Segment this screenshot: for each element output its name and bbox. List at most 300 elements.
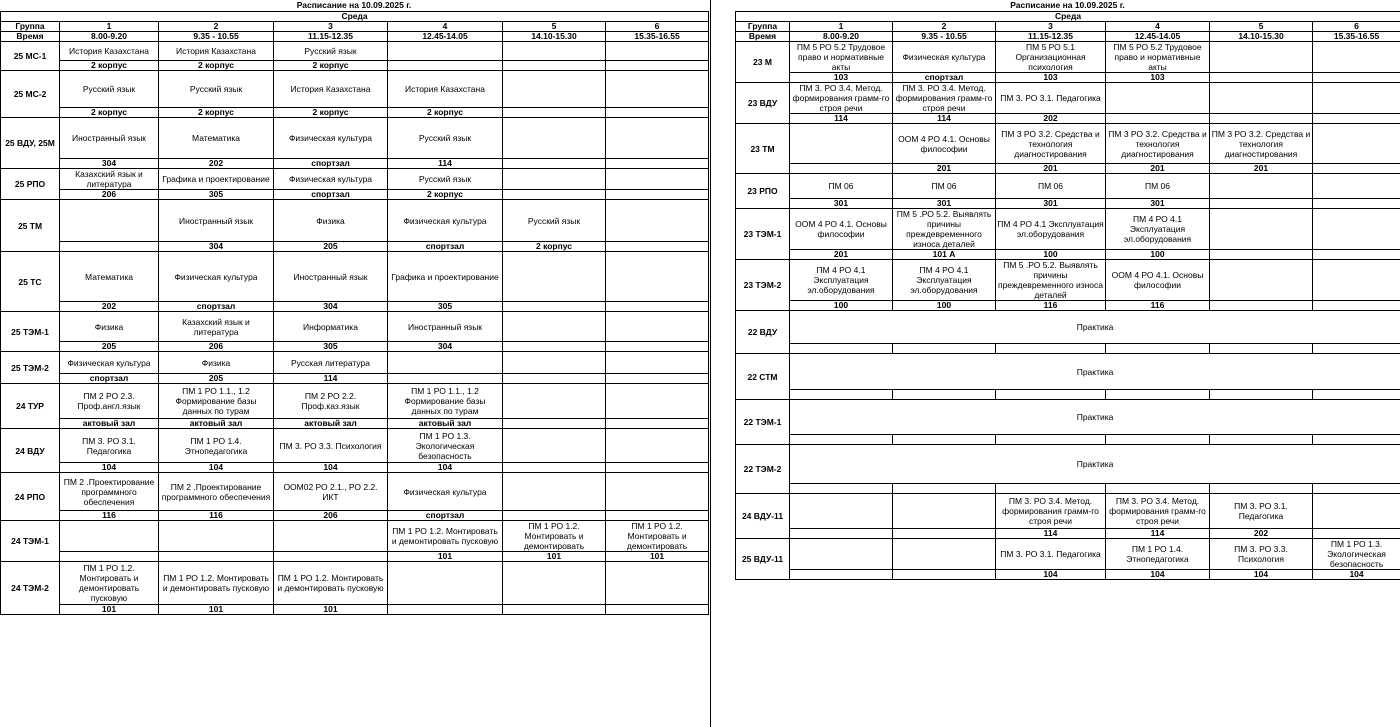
room-cell bbox=[606, 108, 709, 118]
room-cell: 101 bbox=[606, 552, 709, 562]
group-name: 22 ТЭМ-1 bbox=[736, 400, 790, 445]
room-cell bbox=[1106, 390, 1210, 400]
room-cell: 104 bbox=[388, 463, 503, 473]
subject-cell bbox=[893, 494, 996, 529]
group-row bbox=[736, 209, 1400, 250]
subject-cell: ПМ 3. РО 3.4. Метод. формирования грамм-го строя речи bbox=[893, 83, 996, 114]
group-name: 24 ТЭМ-2 bbox=[1, 562, 60, 615]
room-cell: 2 корпус bbox=[60, 61, 159, 71]
lesson-time: 9.35 - 10.55 bbox=[159, 32, 274, 42]
room-cell bbox=[996, 344, 1106, 354]
subject-cell: ПМ 3. РО 3.3. Психология bbox=[1210, 539, 1313, 570]
subject-cell: ООМ 4 РО 4.1. Основы философии bbox=[790, 209, 893, 250]
subject-cell bbox=[606, 352, 709, 374]
room-row bbox=[736, 199, 1400, 209]
room-cell: 100 bbox=[790, 301, 893, 311]
subject-cell: ПМ 3 РО 3.2. Средства и технология диагностирования bbox=[1210, 124, 1313, 164]
group-row bbox=[1, 521, 709, 552]
subject-cell: ПМ 5 .РО 5.2. Выявлять причины преждевременного износа деталей bbox=[996, 260, 1106, 301]
subject-cell bbox=[388, 42, 503, 61]
room-cell: спортзал bbox=[388, 242, 503, 252]
room-cell bbox=[606, 463, 709, 473]
subject-cell: ПМ 2 РО 2.2. Проф.каз.язык bbox=[274, 384, 388, 419]
subject-cell: ПМ 1 РО 1.3. Экологическая безопасность bbox=[1313, 539, 1400, 570]
room-cell: 305 bbox=[388, 302, 503, 312]
room-cell bbox=[790, 529, 893, 539]
room-cell: 201 bbox=[1210, 164, 1313, 174]
room-cell bbox=[1210, 344, 1313, 354]
lesson-time: 11.15-12.35 bbox=[274, 32, 388, 42]
room-cell: 202 bbox=[159, 159, 274, 169]
room-cell bbox=[893, 529, 996, 539]
subject-cell: ПМ 4 РО 4.1 Эксплуатация эл.оборудования bbox=[893, 260, 996, 301]
room-row bbox=[1, 342, 709, 352]
room-row bbox=[1, 463, 709, 473]
room-cell: 100 bbox=[893, 301, 996, 311]
subject-cell: Русская литература bbox=[274, 352, 388, 374]
room-cell: 304 bbox=[159, 242, 274, 252]
room-cell bbox=[1106, 344, 1210, 354]
room-cell bbox=[1313, 390, 1400, 400]
subject-cell: Физическая культура bbox=[60, 352, 159, 374]
room-cell: 104 bbox=[1313, 570, 1400, 580]
subject-cell: ПМ 3. РО 3.1. Педагогика bbox=[996, 83, 1106, 114]
room-cell bbox=[60, 552, 159, 562]
subject-cell bbox=[274, 521, 388, 552]
subject-cell: Физическая культура bbox=[159, 252, 274, 302]
subject-cell: Русский язык bbox=[388, 169, 503, 190]
room-cell bbox=[1210, 390, 1313, 400]
lesson-time: 12.45-14.05 bbox=[388, 32, 503, 42]
room-row bbox=[1, 108, 709, 118]
subject-cell: Иностранный язык bbox=[388, 312, 503, 342]
room-cell bbox=[1313, 164, 1400, 174]
room-cell: 100 bbox=[1106, 250, 1210, 260]
group-row bbox=[736, 539, 1400, 570]
subject-cell: Математика bbox=[159, 118, 274, 159]
room-cell: 201 bbox=[1106, 164, 1210, 174]
group-name: 24 РПО bbox=[1, 473, 60, 521]
room-row bbox=[1, 419, 709, 429]
room-cell bbox=[606, 605, 709, 615]
room-cell bbox=[606, 190, 709, 200]
room-cell: 206 bbox=[159, 342, 274, 352]
room-cell bbox=[790, 484, 893, 494]
subject-cell: Иностранный язык bbox=[274, 252, 388, 302]
day-row bbox=[736, 12, 1400, 22]
room-cell: актовый зал bbox=[274, 419, 388, 429]
subject-cell bbox=[60, 521, 159, 552]
subject-cell bbox=[1210, 209, 1313, 250]
subject-cell bbox=[388, 562, 503, 605]
room-cell bbox=[1210, 73, 1313, 83]
room-cell: спортзал bbox=[60, 374, 159, 384]
room-cell bbox=[606, 61, 709, 71]
room-cell bbox=[503, 302, 606, 312]
room-cell: 114 bbox=[388, 159, 503, 169]
room-cell: 101 bbox=[159, 605, 274, 615]
subject-cell: Русский язык bbox=[388, 118, 503, 159]
group-name: 25 ВДУ-11 bbox=[736, 539, 790, 580]
room-cell bbox=[388, 61, 503, 71]
group-name: 23 ТМ bbox=[736, 124, 790, 174]
subject-cell bbox=[790, 494, 893, 529]
room-cell bbox=[606, 511, 709, 521]
room-cell: 104 bbox=[996, 570, 1106, 580]
room-row bbox=[736, 529, 1400, 539]
room-cell bbox=[1106, 435, 1210, 445]
room-cell: 101 bbox=[388, 552, 503, 562]
room-cell: 304 bbox=[60, 159, 159, 169]
room-cell bbox=[503, 61, 606, 71]
subject-cell: Русский язык bbox=[274, 42, 388, 61]
lesson-number: 4 bbox=[388, 22, 503, 32]
subject-cell bbox=[1210, 42, 1313, 73]
room-cell: 2 корпус bbox=[503, 242, 606, 252]
schedule-title: Расписание на 10.09.2025 г. bbox=[1010, 0, 1125, 10]
room-cell bbox=[503, 605, 606, 615]
subject-cell: Информатика bbox=[274, 312, 388, 342]
subject-cell: ПМ 5 .РО 5.2. Выявлять причины преждевременного износа деталей bbox=[893, 209, 996, 250]
time-header: Время bbox=[736, 32, 790, 42]
room-cell: 103 bbox=[996, 73, 1106, 83]
group-row bbox=[1, 252, 709, 302]
subject-cell bbox=[1210, 83, 1313, 114]
lesson-time: 14.10-15.30 bbox=[503, 32, 606, 42]
subject-cell bbox=[503, 169, 606, 190]
room-cell bbox=[159, 552, 274, 562]
schedule-body bbox=[1, 12, 709, 615]
room-cell: 305 bbox=[159, 190, 274, 200]
lesson-number-row bbox=[736, 22, 1400, 32]
room-cell: 114 bbox=[893, 114, 996, 124]
room-cell: 2 корпус bbox=[159, 61, 274, 71]
lesson-number: 3 bbox=[274, 22, 388, 32]
left-schedule-sheet bbox=[0, 0, 708, 615]
room-cell bbox=[1313, 114, 1400, 124]
group-row bbox=[736, 83, 1400, 114]
group-row bbox=[736, 445, 1400, 484]
schedule-body bbox=[736, 12, 1400, 580]
group-row bbox=[1, 118, 709, 159]
group-name: 23 М bbox=[736, 42, 790, 83]
subject-cell bbox=[1313, 209, 1400, 250]
room-cell: 114 bbox=[1106, 529, 1210, 539]
subject-cell: Физическая культура bbox=[274, 118, 388, 159]
room-cell bbox=[274, 552, 388, 562]
room-cell bbox=[388, 605, 503, 615]
lesson-time: 8.00-9.20 bbox=[60, 32, 159, 42]
subject-cell: ООМ 4 РО 4.1. Основы философии bbox=[1106, 260, 1210, 301]
room-cell: 202 bbox=[996, 114, 1106, 124]
room-cell bbox=[1210, 435, 1313, 445]
room-cell: 2 корпус bbox=[60, 108, 159, 118]
subject-cell bbox=[1210, 174, 1313, 199]
room-cell: 2 корпус bbox=[388, 190, 503, 200]
room-cell bbox=[388, 374, 503, 384]
room-cell: спортзал bbox=[388, 511, 503, 521]
room-cell: 202 bbox=[1210, 529, 1313, 539]
room-cell: 2 корпус bbox=[388, 108, 503, 118]
room-cell: 301 bbox=[1106, 199, 1210, 209]
room-cell: 202 bbox=[60, 302, 159, 312]
room-cell: 205 bbox=[274, 242, 388, 252]
room-cell: 101 bbox=[503, 552, 606, 562]
room-cell: 104 bbox=[60, 463, 159, 473]
subject-cell: Иностранный язык bbox=[60, 118, 159, 159]
room-cell bbox=[1106, 114, 1210, 124]
room-cell: 304 bbox=[388, 342, 503, 352]
group-row bbox=[1, 384, 709, 419]
subject-cell: Физическая культура bbox=[893, 42, 996, 73]
room-cell: спортзал bbox=[274, 159, 388, 169]
group-name: 25 РПО bbox=[1, 169, 60, 200]
room-cell bbox=[503, 463, 606, 473]
group-row bbox=[1, 71, 709, 108]
time-header: Время bbox=[1, 32, 60, 42]
subject-cell: Физика bbox=[274, 200, 388, 242]
subject-cell: ПМ 1 РО 1.1., 1.2 Формирование базы данных по турам bbox=[388, 384, 503, 419]
subject-cell: ПМ 06 bbox=[790, 174, 893, 199]
room-row bbox=[1, 511, 709, 521]
subject-cell bbox=[503, 429, 606, 463]
subject-cell: Физика bbox=[159, 352, 274, 374]
subject-cell: ПМ 1 РО 1.4. Этнопедагогика bbox=[1106, 539, 1210, 570]
room-cell: актовый зал bbox=[159, 419, 274, 429]
subject-cell: Физическая культура bbox=[388, 473, 503, 511]
room-cell: 301 bbox=[996, 199, 1106, 209]
group-name: 23 ТЭМ-1 bbox=[736, 209, 790, 260]
room-row bbox=[736, 73, 1400, 83]
group-name: 22 СТМ bbox=[736, 354, 790, 400]
subject-cell: ПМ 3. РО 3.4. Метод. формирования грамм-го строя речи bbox=[996, 494, 1106, 529]
subject-cell: История Казахстана bbox=[60, 42, 159, 61]
subject-cell: История Казахстана bbox=[388, 71, 503, 108]
lesson-number: 2 bbox=[159, 22, 274, 32]
subject-cell bbox=[790, 124, 893, 164]
subject-cell bbox=[503, 352, 606, 374]
subject-cell: ПМ 1 РО 1.1., 1.2 Формирование базы данных по турам bbox=[159, 384, 274, 419]
room-cell: 104 bbox=[274, 463, 388, 473]
lesson-number: 2 bbox=[893, 22, 996, 32]
room-cell: 301 bbox=[893, 199, 996, 209]
subject-cell: ПМ 3. РО 3.3. Психология bbox=[274, 429, 388, 463]
group-row bbox=[1, 169, 709, 190]
group-name: 24 ВДУ-11 bbox=[736, 494, 790, 539]
subject-cell: История Казахстана bbox=[159, 42, 274, 61]
group-name: 24 ВДУ bbox=[1, 429, 60, 473]
room-row bbox=[1, 552, 709, 562]
subject-cell bbox=[606, 429, 709, 463]
room-cell: 305 bbox=[274, 342, 388, 352]
room-cell bbox=[503, 511, 606, 521]
subject-cell bbox=[388, 352, 503, 374]
subject-cell: ПМ 06 bbox=[1106, 174, 1210, 199]
room-cell: 104 bbox=[159, 463, 274, 473]
subject-cell: Русский язык bbox=[60, 71, 159, 108]
room-cell: актовый зал bbox=[60, 419, 159, 429]
lesson-number: 5 bbox=[1210, 22, 1313, 32]
room-row bbox=[736, 484, 1400, 494]
subject-cell: ПМ 3. РО 3.1. Педагогика bbox=[996, 539, 1106, 570]
day-cell: Среда bbox=[1, 12, 709, 22]
subject-cell: ПМ 5 РО 5.1 Организационная психология bbox=[996, 42, 1106, 73]
lesson-time: 15.35-16.55 bbox=[1313, 32, 1400, 42]
room-row bbox=[736, 435, 1400, 445]
room-cell bbox=[606, 342, 709, 352]
room-row bbox=[1, 159, 709, 169]
subject-cell: ПМ 1 РО 1.3. Экологическая безопасность bbox=[388, 429, 503, 463]
room-row bbox=[1, 605, 709, 615]
room-cell bbox=[606, 419, 709, 429]
subject-cell: ПМ 3 РО 3.2. Средства и технология диагностирования bbox=[996, 124, 1106, 164]
group-name: 25 МС-2 bbox=[1, 71, 60, 118]
subject-cell: Математика bbox=[60, 252, 159, 302]
merged-subject: Практика bbox=[790, 400, 1400, 435]
subject-cell: ПМ 1 РО 1.2. Монтировать и демонтировать bbox=[503, 521, 606, 552]
lesson-number: 1 bbox=[60, 22, 159, 32]
time-row bbox=[736, 32, 1400, 42]
group-name: 22 ВДУ bbox=[736, 311, 790, 354]
room-cell bbox=[790, 164, 893, 174]
room-cell: 101 А bbox=[893, 250, 996, 260]
group-name: 25 ТЭМ-2 bbox=[1, 352, 60, 384]
subject-cell: ПМ 4 РО 4.1 Эксплуатация эл.оборудования bbox=[996, 209, 1106, 250]
subject-cell bbox=[893, 539, 996, 570]
room-cell: 101 bbox=[60, 605, 159, 615]
group-row bbox=[736, 400, 1400, 435]
subject-cell: ПМ 2 .Проектирование программного обеспечения bbox=[60, 473, 159, 511]
subject-cell bbox=[503, 42, 606, 61]
subject-cell bbox=[1313, 260, 1400, 301]
room-cell bbox=[1210, 301, 1313, 311]
room-cell: 103 bbox=[1106, 73, 1210, 83]
subject-cell: ПМ 3. РО 3.1. Педагогика bbox=[60, 429, 159, 463]
group-name: 24 ТЭМ-1 bbox=[1, 521, 60, 562]
subject-cell: ПМ 5 РО 5.2 Трудовое право и нормативные акты bbox=[1106, 42, 1210, 73]
subject-cell: Графика и проектирование bbox=[159, 169, 274, 190]
time-row bbox=[1, 32, 709, 42]
subject-cell bbox=[606, 169, 709, 190]
day-cell: Среда bbox=[736, 12, 1400, 22]
merged-subject: Практика bbox=[790, 311, 1400, 344]
room-cell: 116 bbox=[996, 301, 1106, 311]
room-cell bbox=[893, 344, 996, 354]
room-cell bbox=[1210, 114, 1313, 124]
room-cell bbox=[1210, 250, 1313, 260]
subject-cell: ПМ 1 РО 1.4. Этнопедагогика bbox=[159, 429, 274, 463]
room-cell bbox=[606, 159, 709, 169]
room-cell bbox=[1210, 199, 1313, 209]
schedule-table bbox=[735, 11, 1400, 580]
room-cell bbox=[1106, 484, 1210, 494]
room-cell bbox=[1210, 484, 1313, 494]
room-cell: 301 bbox=[790, 199, 893, 209]
room-cell bbox=[996, 435, 1106, 445]
subject-cell: Русский язык bbox=[159, 71, 274, 108]
subject-cell bbox=[606, 473, 709, 511]
group-row bbox=[736, 124, 1400, 164]
room-row bbox=[736, 344, 1400, 354]
room-cell bbox=[790, 344, 893, 354]
room-cell bbox=[60, 242, 159, 252]
group-name: 25 ТМ bbox=[1, 200, 60, 252]
room-cell bbox=[1313, 484, 1400, 494]
room-cell bbox=[790, 390, 893, 400]
lesson-number: 4 bbox=[1106, 22, 1210, 32]
subject-cell bbox=[1210, 260, 1313, 301]
subject-cell bbox=[1313, 174, 1400, 199]
room-cell: 201 bbox=[790, 250, 893, 260]
group-row bbox=[736, 42, 1400, 73]
room-cell: 206 bbox=[60, 190, 159, 200]
subject-cell bbox=[1106, 83, 1210, 114]
group-row bbox=[1, 473, 709, 511]
subject-cell bbox=[606, 71, 709, 108]
subject-cell bbox=[606, 384, 709, 419]
group-header: Группа bbox=[736, 22, 790, 32]
group-name: 23 ТЭМ-2 bbox=[736, 260, 790, 311]
subject-cell bbox=[790, 539, 893, 570]
room-cell: 116 bbox=[60, 511, 159, 521]
group-row bbox=[1, 429, 709, 463]
lesson-number: 6 bbox=[606, 22, 709, 32]
subject-cell: Русский язык bbox=[503, 200, 606, 242]
subject-cell: ПМ 3. РО 3.4. Метод. формирования грамм-го строя речи bbox=[790, 83, 893, 114]
room-row bbox=[1, 302, 709, 312]
group-name: 25 ТС bbox=[1, 252, 60, 312]
room-cell bbox=[893, 484, 996, 494]
subject-cell: История Казахстана bbox=[274, 71, 388, 108]
group-row bbox=[736, 494, 1400, 529]
room-cell bbox=[606, 302, 709, 312]
room-cell bbox=[1313, 301, 1400, 311]
room-cell: 116 bbox=[159, 511, 274, 521]
group-row bbox=[1, 200, 709, 242]
subject-cell bbox=[1313, 124, 1400, 164]
subject-cell: ПМ 4 РО 4.1 Эксплуатация эл.оборудования bbox=[790, 260, 893, 301]
subject-cell bbox=[1313, 83, 1400, 114]
room-row bbox=[1, 61, 709, 71]
room-cell: 201 bbox=[996, 164, 1106, 174]
room-cell: спортзал bbox=[893, 73, 996, 83]
right-schedule-sheet bbox=[735, 0, 1400, 580]
subject-cell: ПМ 06 bbox=[996, 174, 1106, 199]
merged-subject: Практика bbox=[790, 354, 1400, 390]
lesson-time: 11.15-12.35 bbox=[996, 32, 1106, 42]
room-cell bbox=[1313, 344, 1400, 354]
subject-cell bbox=[503, 312, 606, 342]
subject-cell: ООМ 4 РО 4.1. Основы философии bbox=[893, 124, 996, 164]
room-cell: 114 bbox=[996, 529, 1106, 539]
subject-cell bbox=[606, 118, 709, 159]
group-row bbox=[736, 174, 1400, 199]
subject-cell bbox=[606, 200, 709, 242]
room-row bbox=[736, 114, 1400, 124]
lesson-time: 8.00-9.20 bbox=[790, 32, 893, 42]
group-name: 25 ВДУ, 25М bbox=[1, 118, 60, 169]
room-cell: 201 bbox=[893, 164, 996, 174]
room-cell bbox=[503, 374, 606, 384]
subject-cell bbox=[1313, 494, 1400, 529]
subject-cell: ПМ 1 РО 1.2. Монтировать и демонтировать пусковую bbox=[388, 521, 503, 552]
schedule-title: Расписание на 10.09.2025 г. bbox=[296, 0, 412, 10]
group-row bbox=[1, 562, 709, 605]
schedule-table bbox=[0, 11, 709, 615]
subject-cell bbox=[606, 42, 709, 61]
group-name: 23 РПО bbox=[736, 174, 790, 209]
subject-cell bbox=[159, 521, 274, 552]
